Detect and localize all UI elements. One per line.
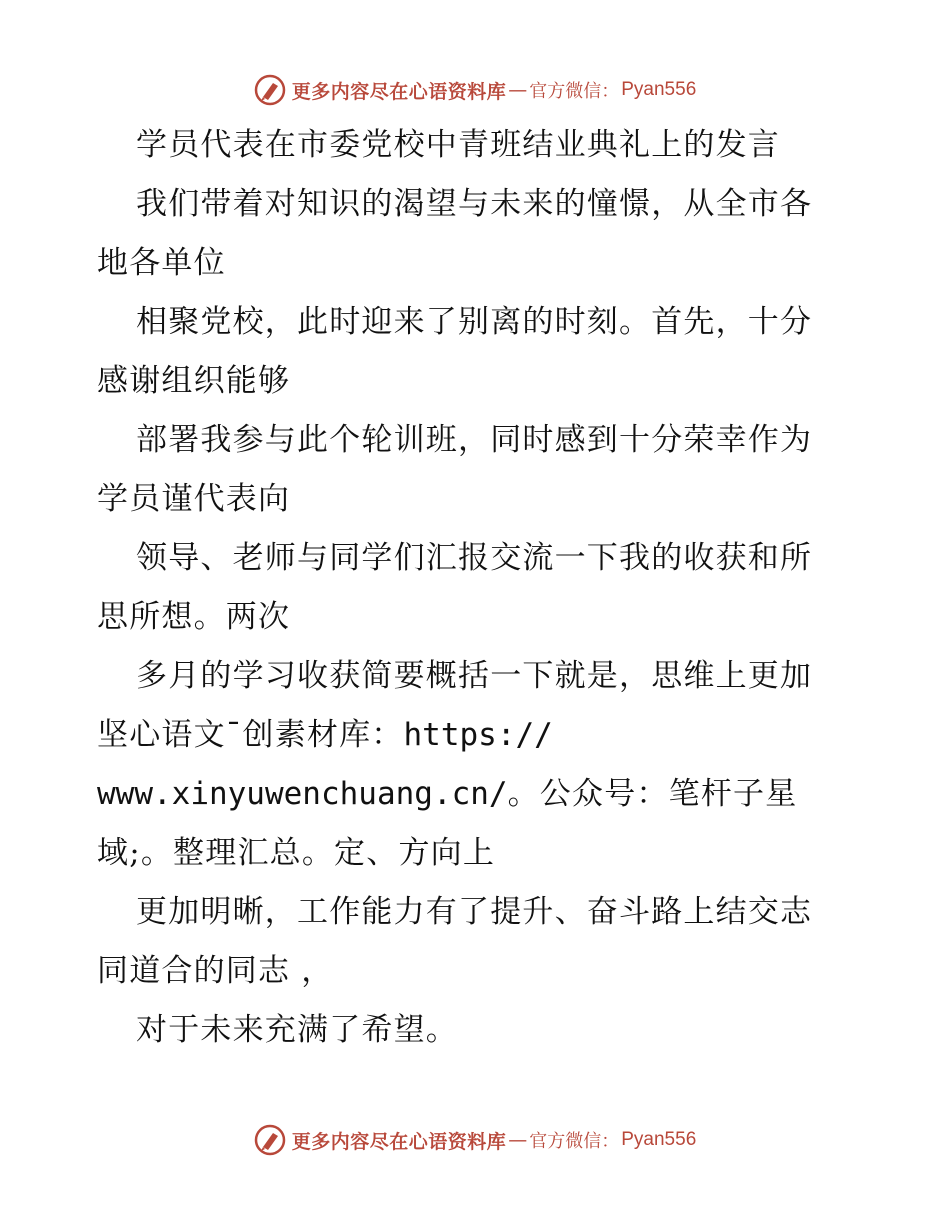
paragraph-5-line-5: 域;。整理汇总。定、方向上	[97, 835, 496, 871]
paragraph-2-line-1: 相聚党校，此时迎来了别离的时刻。首先，十分	[136, 304, 813, 340]
banner-separator: —	[508, 79, 528, 101]
paragraph-3-line-1: 部署我参与此个轮训班，同时感到十分荣幸作为	[136, 422, 813, 458]
paragraph-7	[97, 1001, 853, 1060]
banner-wechat-id: Pyan556	[621, 1129, 697, 1150]
paragraph-1	[97, 175, 853, 293]
paragraph-3	[97, 411, 853, 529]
document-title: 学员代表在市委党校中青班结业典礼上的发言	[136, 127, 780, 163]
pen-nib-logo-icon	[254, 1124, 286, 1156]
paragraph-6-line-1: 更加明晰，工作能力有了提升、奋斗路上结交志	[136, 894, 813, 930]
paragraph-2-line-2: 感谢组织能够	[97, 363, 291, 399]
paragraph-5-line-2: 坚心语文¯创素材库：	[97, 717, 404, 753]
footer-banner	[0, 1120, 950, 1160]
paragraph-6-line-2: 同道合的同志 ，	[97, 953, 334, 989]
banner-wechat-label: 官方微信：	[529, 81, 620, 102]
paragraph-5-url: www.xinyuwenchuang.cn/	[97, 776, 508, 812]
paragraph-5-line-1: 多月的学习收获简要概括一下就是，思维上更加	[136, 658, 813, 694]
paragraph-3-line-2: 学员谨代表向	[97, 481, 291, 517]
paragraph-5	[97, 647, 853, 883]
paragraph-1-line-2: 地各单位	[97, 245, 226, 281]
banner-separator: —	[508, 1129, 528, 1151]
banner-wechat-id: Pyan556	[621, 79, 697, 100]
paragraph-4-line-2: 思所想。两次	[97, 599, 291, 635]
document-body	[97, 116, 853, 1060]
paragraph-7-line-1: 对于未来充满了希望。	[136, 1012, 458, 1048]
paragraph-6	[97, 883, 853, 1001]
banner-wechat-label: 官方微信：	[529, 1131, 620, 1152]
banner-text: 更多内容尽在心语资料库	[291, 80, 507, 103]
pen-nib-logo-icon	[254, 74, 286, 106]
paragraph-1-line-1: 我们带着对知识的渴望与未来的憧憬，从全市各	[136, 186, 813, 222]
paragraph-4	[97, 529, 853, 647]
paragraph-5-line-4: 。公众号：笔杆子星	[507, 776, 798, 812]
paragraph-4-line-1: 领导、老师与同学们汇报交流一下我的收获和所	[136, 540, 813, 576]
header-banner	[0, 70, 950, 110]
paragraph-5-url-scheme: https://	[403, 717, 553, 753]
paragraph-2	[97, 293, 853, 411]
banner-text: 更多内容尽在心语资料库	[291, 1130, 507, 1153]
